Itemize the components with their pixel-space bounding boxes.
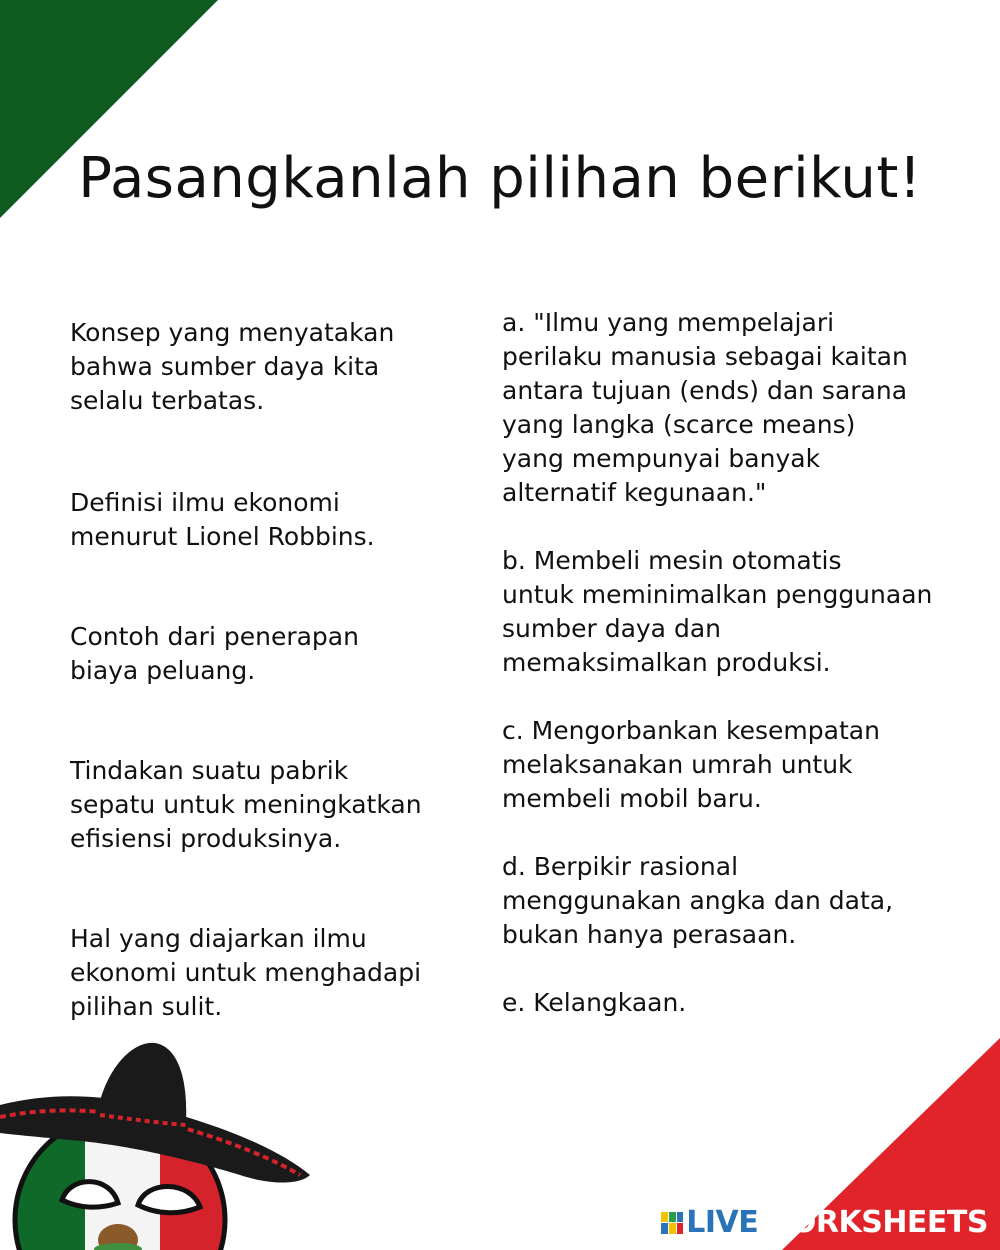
- option-e: e. Kelangkaan.: [502, 988, 687, 1017]
- liveworksheets-logo: [661, 1205, 988, 1240]
- option-d: d. Berpikir rasional menggunakan angka dan data, bukan hanya perasaan.: [502, 852, 894, 949]
- option-a: a. "Ilmu yang mempelajari perilaku manusia sebagai kaitan antara tujuan (ends) dan sarana yang langka (scarce means) yang mempunyai banyak alternatif kegunaan.": [502, 308, 908, 507]
- option-c: c. Mengorbankan kesempatan melaksanakan umrah untuk membeli mobil baru.: [502, 716, 880, 813]
- statement-4: Tindakan suatu pabrik sepatu untuk meningkatkan efisiensi produksinya.: [70, 756, 422, 853]
- mexico-countryball-illustration: [0, 1035, 320, 1250]
- statement-1: Konsep yang menyatakan bahwa sumber daya kita selalu terbatas.: [70, 318, 395, 415]
- logo-text-live: LIVE: [686, 1205, 759, 1240]
- logo-text-work: WORK: [758, 1205, 862, 1240]
- option-b: b. Membeli mesin otomatis untuk meminimalkan penggunaan sumber daya dan memaksimalkan produksi.: [502, 546, 933, 677]
- options-column: [502, 306, 972, 1054]
- logo-text-sheets: SHEETS: [861, 1205, 988, 1240]
- statements-column: [70, 316, 450, 1092]
- liveworksheets-logo-icon: [661, 1212, 683, 1234]
- page-title: Pasangkanlah pilihan berikut!: [78, 145, 922, 211]
- statement-2: Definisi ilmu ekonomi menurut Lionel Robbins.: [70, 488, 375, 551]
- statement-5: Hal yang diajarkan ilmu ekonomi untuk menghadapi pilihan sulit.: [70, 924, 422, 1021]
- statement-3: Contoh dari penerapan biaya peluang.: [70, 622, 359, 685]
